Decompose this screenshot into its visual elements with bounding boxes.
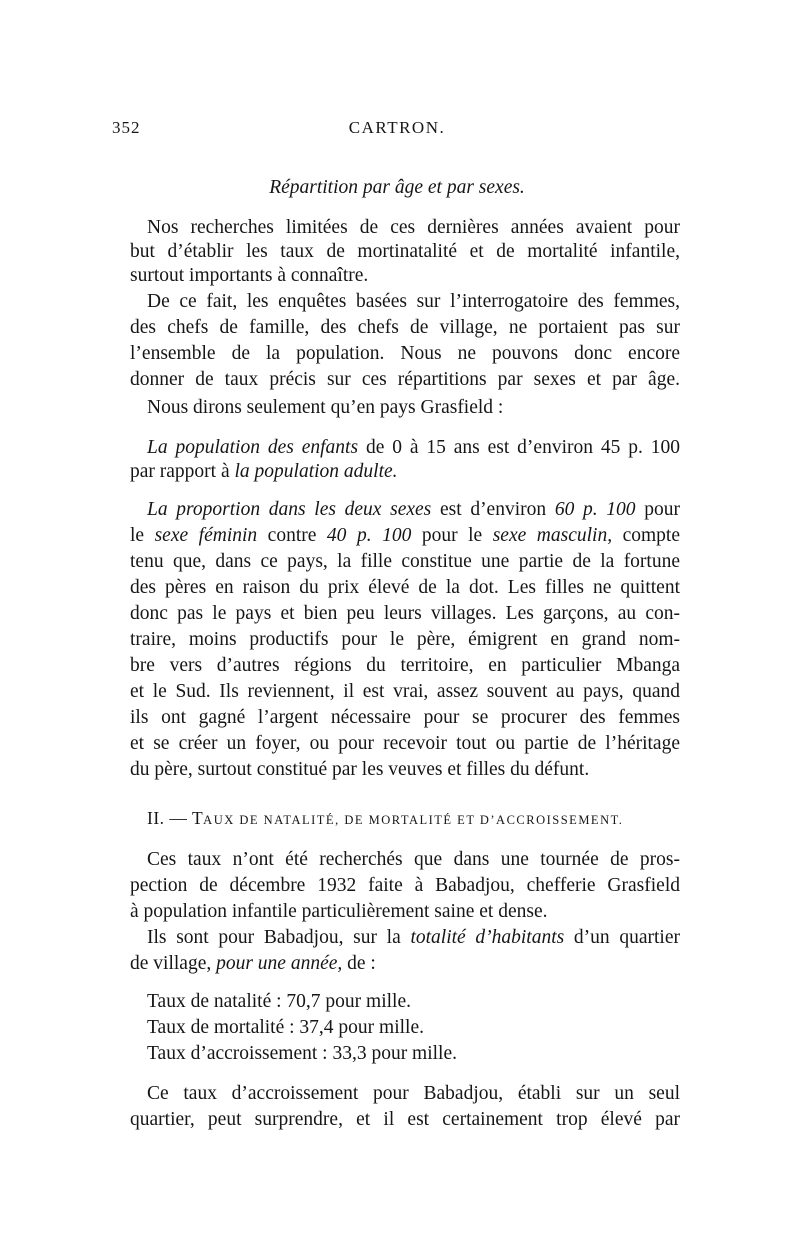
paragraph-line: le sexe féminin contre 40 p. 100 pour le sexe masculin, compte xyxy=(130,525,680,546)
paragraph-line: pection de décembre 1932 faite à Babadjou, chefferie Grasfield xyxy=(130,875,680,896)
paragraph-line: Nous dirons seulement qu’en pays Grasfield : xyxy=(147,397,504,418)
section-heading: II. — TAUX DE NATALITÉ, DE MORTALITÉ ET D’ACCROISSEMENT. xyxy=(147,808,624,828)
paragraph-line: et se créer un foyer, ou pour recevoir tout ou partie de l’héritage xyxy=(130,733,680,754)
paragraph-line: des pères en raison du prix élevé de la dot. Les filles ne quittent xyxy=(130,577,680,598)
rate-line: Taux d’accroissement : 33,3 pour mille. xyxy=(147,1043,458,1064)
page-number: 352 xyxy=(112,118,141,137)
paragraph-line: l’ensemble de la population. Nous ne pouvons donc encore xyxy=(130,343,680,364)
running-header xyxy=(112,118,682,140)
paragraph-line: à population infantile particulièrement saine et dense. xyxy=(130,901,548,922)
running-title: CARTRON. xyxy=(348,118,446,137)
paragraph-line: traire, moins productifs pour le père, émigrent en grand nom- xyxy=(130,629,680,650)
paragraph-line: De ce fait, les enquêtes basées sur l’interrogatoire des femmes, xyxy=(147,291,680,312)
section-title: Répartition par âge et par sexes. xyxy=(269,177,525,198)
paragraph-line: La population des enfants de 0 à 15 ans est d’environ 45 p. 100 xyxy=(147,437,680,458)
paragraph-line: quartier, peut surprendre, et il est certainement trop élevé par xyxy=(130,1109,680,1130)
paragraph-line: Nos recherches limitées de ces dernières années avaient pour xyxy=(147,217,680,238)
paragraph-line: du père, surtout constitué par les veuves et filles du défunt. xyxy=(130,759,590,780)
rate-line: Taux de natalité : 70,7 pour mille. xyxy=(147,991,411,1012)
paragraph-line: bre vers d’autres régions du territoire, en particulier Mbanga xyxy=(130,655,680,676)
paragraph-line: Ce taux d’accroissement pour Babadjou, établi sur un seul xyxy=(147,1083,680,1104)
paragraph-line: Ces taux n’ont été recherchés que dans une tournée de pros- xyxy=(147,849,680,870)
paragraph-line: tenu que, dans ce pays, la fille constitue une partie de la fortune xyxy=(130,551,680,572)
paragraph-line: ils ont gagné l’argent nécessaire pour se procurer des femmes xyxy=(130,707,680,728)
paragraph-line: des chefs de famille, des chefs de village, ne portaient pas sur xyxy=(130,317,680,338)
paragraph-line: par rapport à la population adulte. xyxy=(130,461,398,482)
paragraph-line: Ils sont pour Babadjou, sur la totalité d’habitants d’un quartier xyxy=(147,927,680,948)
paragraph-line: donner de taux précis sur ces répartitions par sexes et par âge. xyxy=(130,369,680,390)
paragraph-line: donc pas le pays et bien peu leurs villages. Les garçons, au con- xyxy=(130,603,680,624)
paragraph-line: et le Sud. Ils reviennent, il est vrai, assez souvent au pays, quand xyxy=(130,681,680,702)
paragraph-line: but d’établir les taux de mortinatalité et de mortalité infantile, xyxy=(130,241,680,262)
paragraph-line: de village, pour une année, de : xyxy=(130,953,376,974)
rate-line: Taux de mortalité : 37,4 pour mille. xyxy=(147,1017,424,1038)
paragraph-line: surtout importants à connaître. xyxy=(130,265,369,286)
paragraph-line: La proportion dans les deux sexes est d’environ 60 p. 100 pour xyxy=(147,499,680,520)
